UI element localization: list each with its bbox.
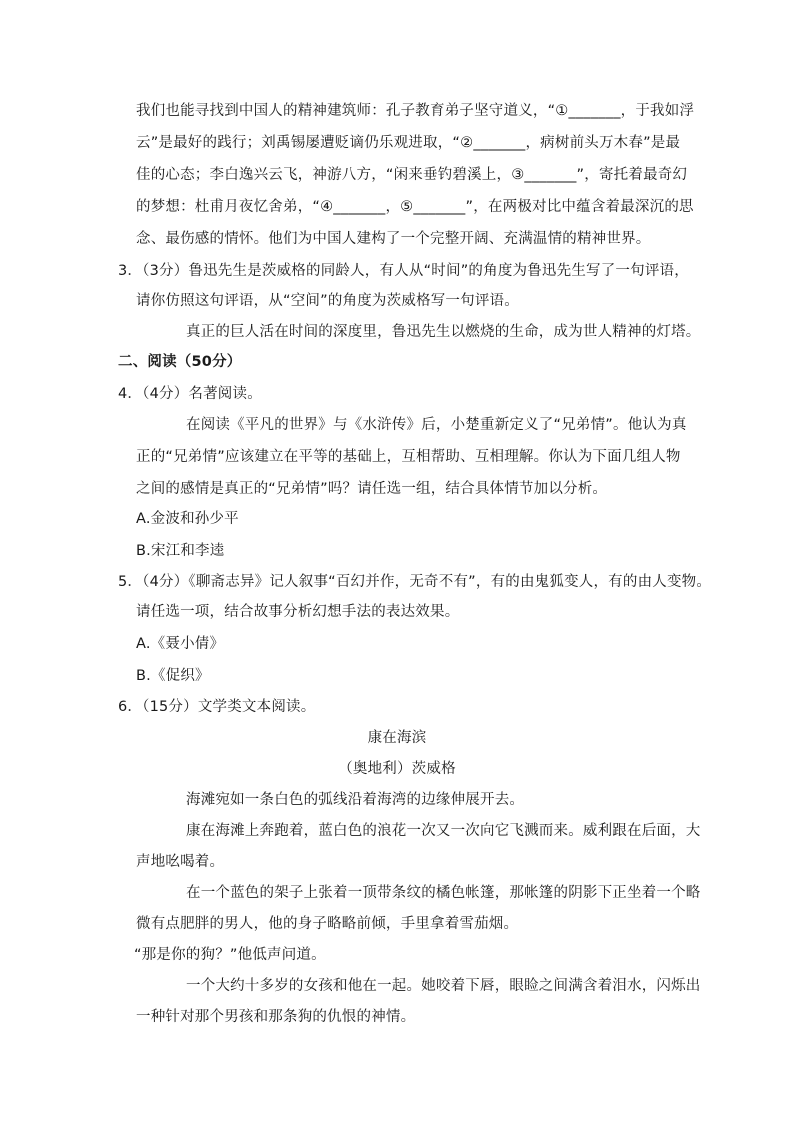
story-para-5-line-2: 一种针对那个男孩和那条狗的仇恨的神情。 xyxy=(136,1009,416,1025)
section-heading: 二、阅读（50分） xyxy=(118,354,242,370)
story-para-3-line-1: 在一个蓝色的架子上张着一顶带条纹的橘色帐篷，那帐篷的阴影下正坐着一个略 xyxy=(186,885,701,901)
q4-line-1: 在阅读《平凡的世界》与《水浒传》后，小楚重新定义了“兄弟情”。他认为真 xyxy=(186,417,687,433)
q6-title: 6．（15分）文学类文本阅读。 xyxy=(118,699,316,715)
intro-line-4: 的梦想：杜甫月夜忆舍弟，“④_______，⑤_______”，在两极对比中蕴含着最深沉的思 xyxy=(136,199,694,215)
q5-option-b: B.《促织》 xyxy=(136,668,210,684)
intro-line-1: 我们也能寻找到中国人的精神建筑师：孔子教育弟子坚守道义，“①_______，于我如浮 xyxy=(136,103,695,119)
q4-line-2: 正的“兄弟情”应该建立在平等的基础上，互相帮助、互相理解。你认为下面几组人物 xyxy=(136,449,681,465)
q5-line-2: 请任选一项，结合故事分析幻想手法的表达效果。 xyxy=(136,604,460,620)
q5-option-a: A.《聂小倩》 xyxy=(136,636,225,652)
q4-option-b: B.宋江和李逵 xyxy=(136,543,225,559)
story-author: （奥地利）茨威格 xyxy=(338,761,456,777)
q4-option-a: A.金波和孙少平 xyxy=(136,511,239,527)
q5-line-1: 5．（4分）《聊斋志异》记人叙事“百幻并作，无奇不有”，有的由鬼狐变人，有的由人变物。 xyxy=(118,574,712,590)
q4-title: 4．（4分）名著阅读。 xyxy=(118,386,262,402)
q3-line-1: 3．（3分）鲁迅先生是茨威格的同龄人，有人从“时间”的角度为鲁迅先生写了一句评语， xyxy=(118,263,689,279)
story-para-2-line-2: 声地吆喝着。 xyxy=(136,854,225,870)
intro-line-2: 云”是最好的践行；刘禹锡屡遭贬谪仍乐观进取，“②_______，病树前头万木春”是最 xyxy=(136,135,681,151)
intro-line-3: 佳的心态；李白逸兴云飞，神游八方，“闲来垂钓碧溪上，③_______”，寄托着最奇幻 xyxy=(136,167,688,183)
q3-line-2: 请你仿照这句评语，从“空间”的角度为茨威格写一句评语。 xyxy=(136,293,519,309)
story-para-1: 海滩宛如一条白色的弧线沿着海湾的边缘伸展开去。 xyxy=(186,792,525,808)
story-para-5-line-1: 一个大约十多岁的女孩和他在一起。她咬着下唇，眼睑之间满含着泪水，闪烁出 xyxy=(186,978,701,994)
story-para-4: “那是你的狗？”他低声问道。 xyxy=(134,947,326,963)
q3-example: 真正的巨人活在时间的深度里，鲁迅先生以燃烧的生命，成为世人精神的灯塔。 xyxy=(186,324,701,340)
intro-line-5: 念、最伤感的情怀。他们为中国人建构了一个完整开阔、充满温情的精神世界。 xyxy=(136,231,651,247)
q4-line-3: 之间的感情是真正的“兄弟情”吗？请任选一组，结合具体情节加以分析。 xyxy=(136,481,608,497)
story-para-3-line-2: 微有点肥胖的男人，他的身子略略前倾，手里拿着雪茄烟。 xyxy=(136,916,519,932)
story-para-2-line-1: 康在海滩上奔跑着，蓝白色的浪花一次又一次向它飞溅而来。威利跟在后面，大 xyxy=(186,823,701,839)
story-title: 康在海滨 xyxy=(367,730,427,746)
